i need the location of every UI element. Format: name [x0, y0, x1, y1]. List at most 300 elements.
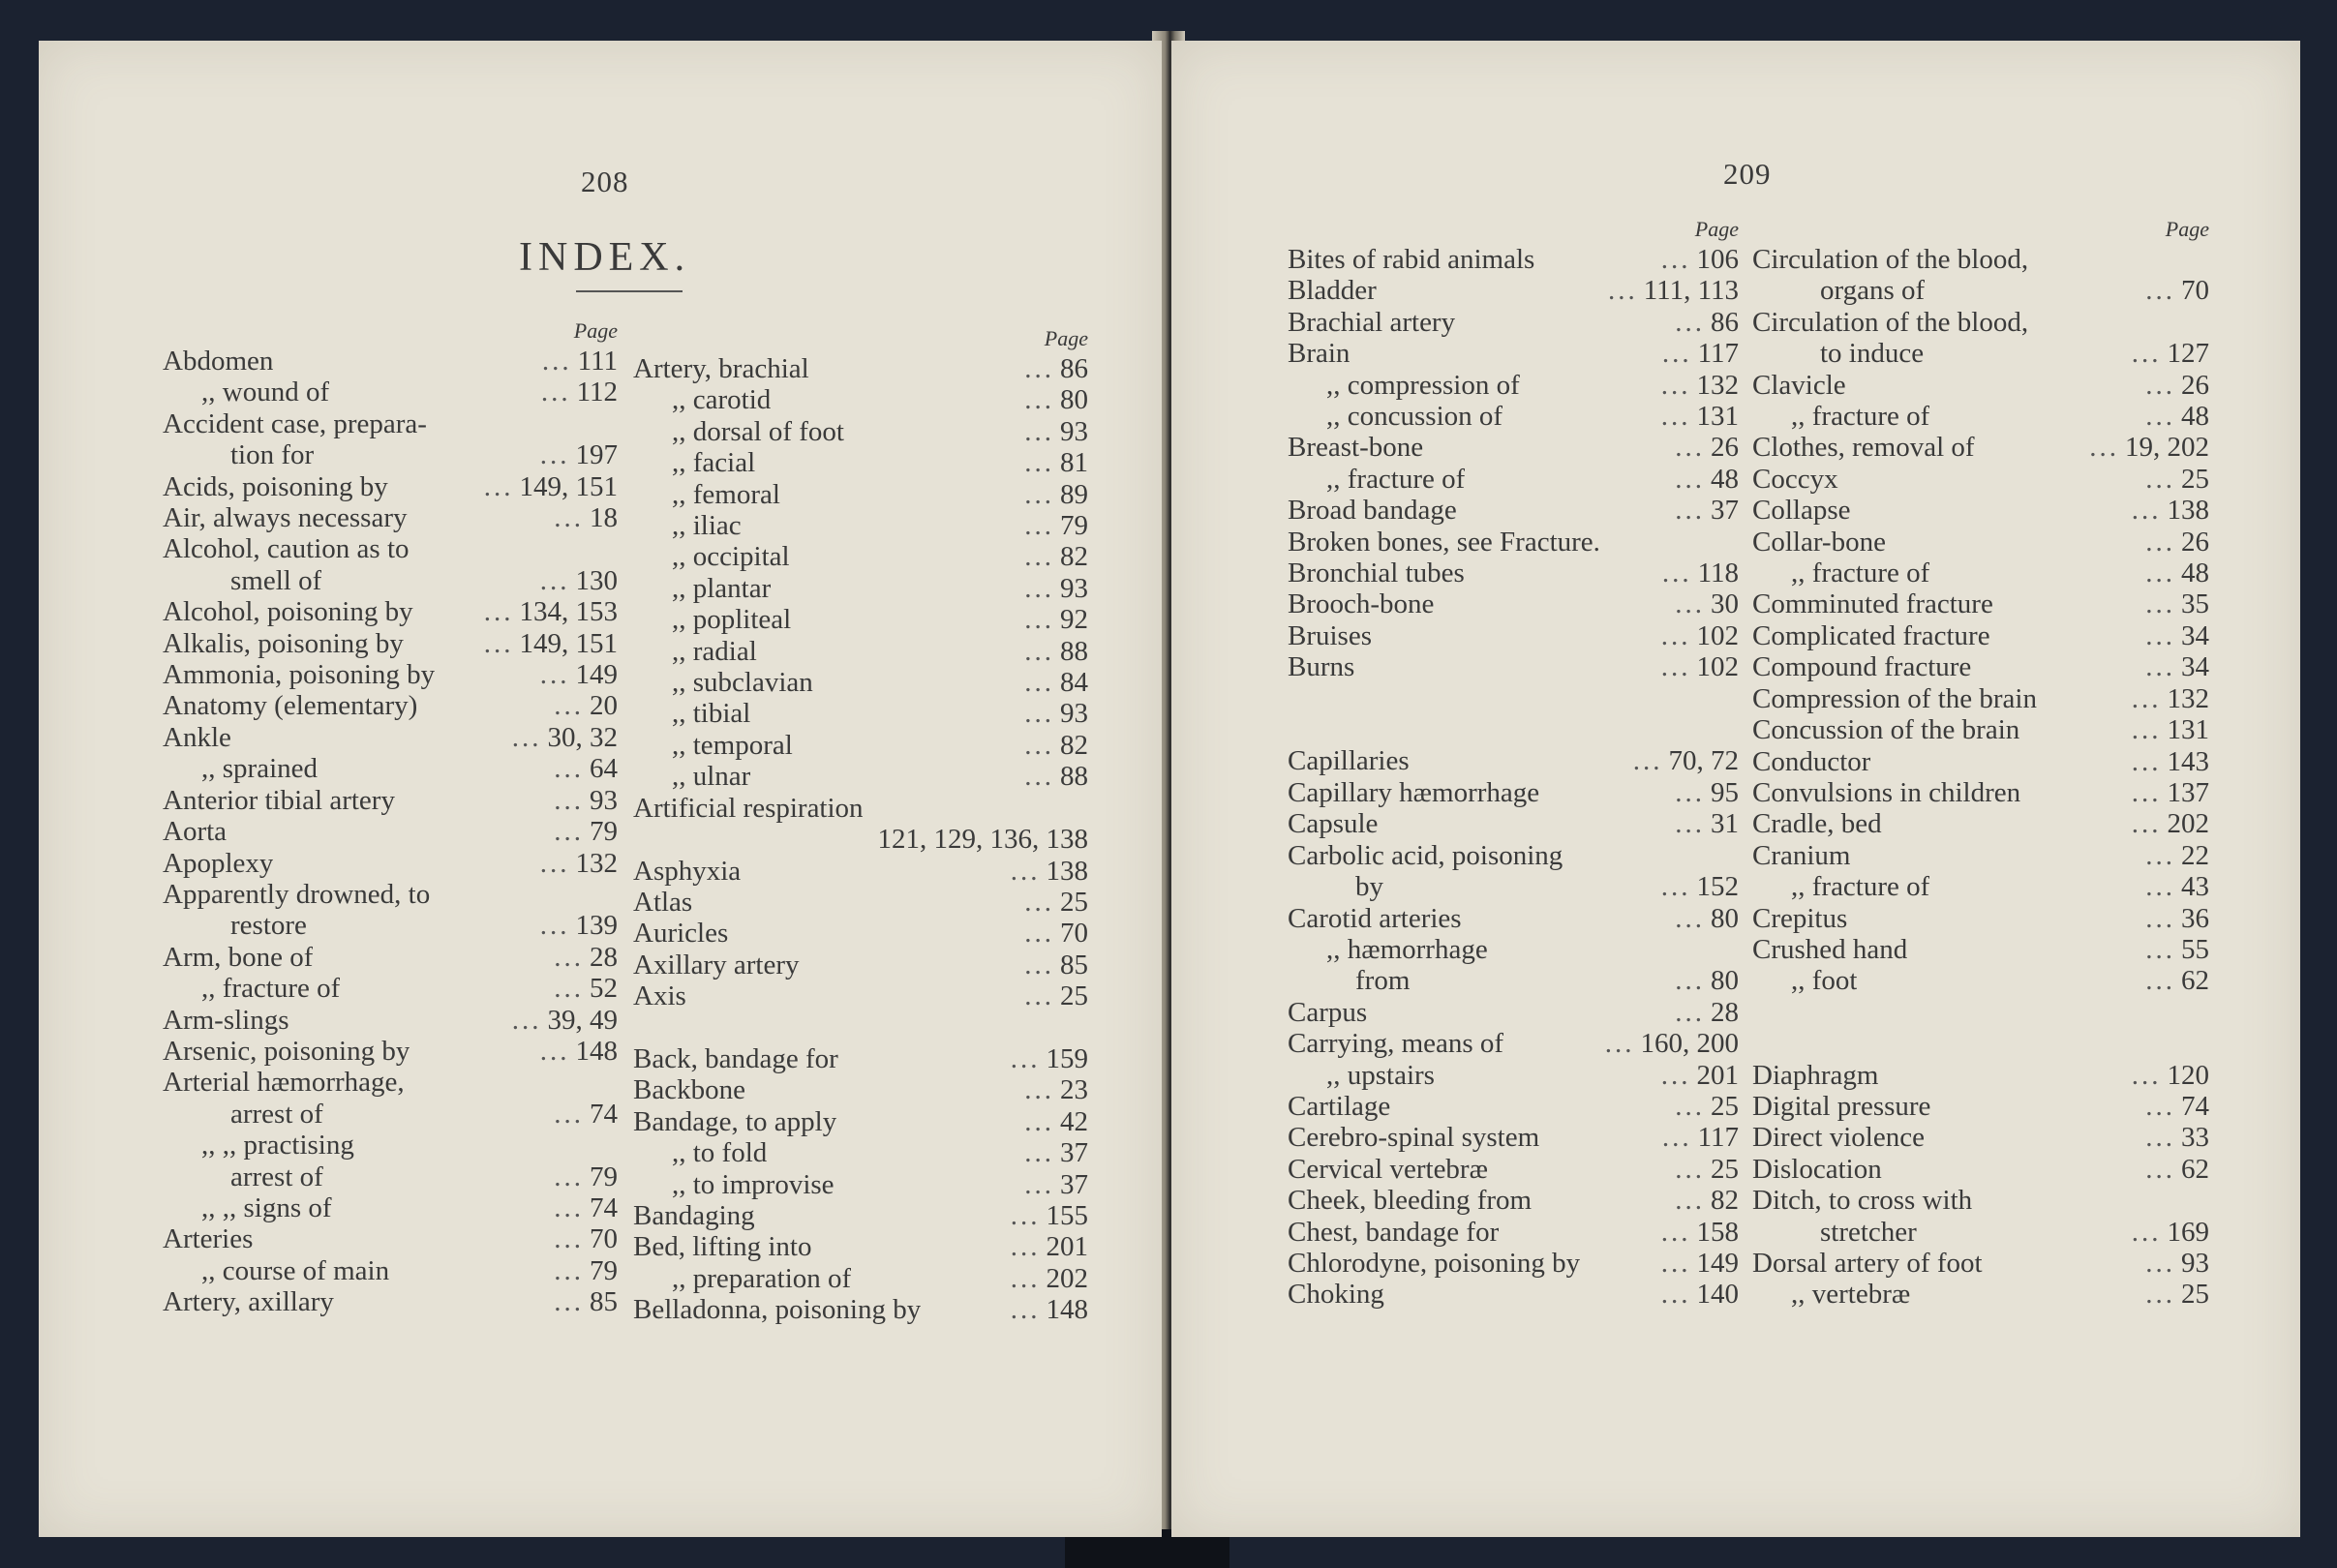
leader-dots: ... — [2145, 902, 2175, 934]
leader-dots: ... — [1660, 1247, 1691, 1279]
index-entry — [633, 1200, 1088, 1231]
leader-dots: ... — [1010, 1262, 1041, 1294]
leader-dots: ... — [1660, 651, 1691, 683]
index-entry — [163, 816, 618, 847]
leader-dots: ... — [1024, 604, 1054, 636]
entry-page-ref: 111 — [577, 346, 618, 377]
leader-dots: ... — [2145, 1122, 2175, 1154]
leader-dots: ... — [1675, 588, 1705, 620]
entry-term: to induce — [1820, 338, 1925, 370]
index-entry — [1752, 370, 2209, 401]
index-entry — [163, 659, 618, 690]
index-entry — [633, 793, 1088, 824]
entry-term: Bandage, to apply — [633, 1105, 837, 1137]
entry-page-ref: 25 — [1060, 980, 1088, 1012]
index-entry — [1752, 1091, 2209, 1122]
leader-dots: ... — [1024, 447, 1054, 479]
leader-dots: ... — [1675, 902, 1705, 934]
entry-term: ,, iliac — [672, 510, 742, 542]
entry-page-ref: 80 — [1711, 902, 1739, 934]
index-entry — [1288, 558, 1739, 588]
entry-term: Auricles — [633, 918, 729, 950]
leader-dots: ... — [1024, 635, 1054, 667]
leader-dots: ... — [1675, 306, 1705, 338]
index-entry — [1752, 401, 2209, 432]
leader-dots: ... — [2145, 588, 2175, 620]
leader-dots: ... — [2131, 714, 2162, 746]
index-entry — [633, 447, 1088, 478]
entry-term: Axillary artery — [633, 949, 800, 980]
entry-term: Dislocation — [1752, 1153, 1882, 1185]
index-entry — [163, 346, 618, 377]
entry-page-ref: 139 — [575, 910, 618, 942]
entry-page-ref: 62 — [2181, 1153, 2209, 1185]
entry-page-ref: 81 — [1060, 447, 1088, 479]
entry-page-ref: 134, 153 — [519, 596, 618, 628]
index-entry — [163, 1255, 618, 1286]
entry-page-ref: 102 — [1696, 651, 1739, 683]
index-entry — [1288, 871, 1739, 902]
entry-term: ,, ulnar — [672, 761, 751, 793]
leader-dots: ... — [2131, 808, 2162, 840]
leader-dots: ... — [541, 346, 572, 377]
leader-dots: ... — [1024, 1168, 1054, 1200]
entry-term: Cheek, bleeding from — [1288, 1185, 1533, 1217]
entry-page-ref: 143 — [2167, 745, 2209, 777]
entry-term: ,, popliteal — [672, 604, 792, 636]
entry-term: Arm, bone of — [163, 941, 314, 973]
entry-term: ,, to fold — [672, 1137, 768, 1169]
index-entry — [633, 604, 1088, 635]
entry-term: Cervical vertebræ — [1288, 1153, 1488, 1185]
leader-dots: ... — [511, 721, 542, 753]
index-entry — [1288, 307, 1739, 338]
leader-dots: ... — [554, 1254, 584, 1286]
index-entry — [163, 722, 618, 753]
leader-dots: ... — [554, 753, 584, 785]
index-entry — [1752, 1248, 2209, 1279]
entry-term: Brain — [1288, 338, 1351, 370]
leader-dots: ... — [2131, 745, 2162, 777]
entry-page-ref: 26 — [2181, 526, 2209, 558]
entry-page-ref: 117 — [1697, 338, 1739, 370]
entry-term: ,, compression of — [1326, 369, 1520, 401]
index-entry — [633, 1169, 1088, 1200]
index-entry — [1288, 651, 1739, 682]
entry-term: Chlorodyne, poisoning by — [1288, 1247, 1581, 1279]
entry-term: ,, tibial — [672, 698, 751, 730]
index-entry — [1752, 1154, 2209, 1185]
entry-page-ref: 35 — [2181, 588, 2209, 620]
leader-dots: ... — [539, 847, 570, 879]
index-entry — [163, 690, 618, 721]
leader-dots: ... — [1024, 729, 1054, 761]
leader-dots: ... — [2145, 1090, 2175, 1122]
entry-term: Convulsions in children — [1752, 776, 2021, 808]
index-entry — [1752, 338, 2209, 369]
index-entry — [1288, 997, 1739, 1028]
entry-term: Carrying, means of — [1288, 1028, 1504, 1060]
entry-page-ref: 84 — [1060, 667, 1088, 699]
leader-dots: ... — [554, 816, 584, 848]
entry-term: Bandaging — [633, 1199, 755, 1231]
entry-term: arrest of — [230, 1098, 323, 1130]
leader-dots: ... — [2145, 558, 2175, 589]
right-page — [1171, 41, 2300, 1537]
index-entry — [1288, 1028, 1739, 1059]
column-page-heading: Page — [1044, 326, 1088, 350]
index-entry — [1288, 401, 1739, 432]
entry-term: ,, fracture of — [1791, 401, 1930, 433]
leader-dots: ... — [2131, 1216, 2162, 1248]
entry-term: Artery, axillary — [163, 1286, 334, 1318]
entry-page-ref: 37 — [1060, 1168, 1088, 1200]
entry-term: ,, plantar — [672, 572, 772, 604]
entry-page-ref: 74 — [2181, 1090, 2209, 1122]
entry-term: Alcohol, caution as to — [163, 533, 410, 565]
entry-page-ref: 202 — [2167, 808, 2209, 840]
entry-term: Broken bones, see Fracture. — [1288, 526, 1600, 558]
entry-term: Bladder — [1288, 275, 1377, 307]
leader-dots: ... — [554, 1223, 584, 1255]
entry-page-ref: 48 — [2181, 558, 2209, 589]
page-number: 208 — [581, 165, 629, 198]
entry-term: Comminuted fracture — [1752, 588, 1993, 620]
entry-term: smell of — [230, 564, 322, 596]
entry-term: ,, fracture of — [1791, 871, 1930, 903]
index-entry — [1752, 934, 2209, 965]
entry-page-ref: 130 — [575, 564, 618, 596]
entry-page-ref: 117 — [1697, 1122, 1739, 1154]
index-entry — [1288, 965, 1739, 996]
leader-dots: ... — [554, 784, 584, 816]
book-spread — [39, 31, 2300, 1541]
entry-term: ,, ,, signs of — [201, 1191, 332, 1223]
index-entry — [1288, 1279, 1739, 1310]
leader-dots: ... — [2145, 933, 2175, 965]
index-entry — [1752, 1122, 2209, 1153]
leader-dots: ... — [2089, 432, 2119, 464]
leader-dots: ... — [1660, 369, 1691, 401]
entry-page-ref: 138 — [1046, 855, 1088, 887]
index-entry — [1752, 683, 2209, 714]
index-entry — [1288, 620, 1739, 651]
entry-page-ref: 132 — [1696, 369, 1739, 401]
entry-page-ref: 80 — [1711, 965, 1739, 997]
entry-term: Belladonna, poisoning by — [633, 1294, 922, 1326]
entry-page-ref: 149, 151 — [519, 627, 618, 659]
index-entry — [1752, 777, 2209, 808]
title-rule — [576, 290, 683, 292]
entry-term: ,, foot — [1791, 965, 1858, 997]
index-entry — [1752, 307, 2209, 338]
entry-page-ref: 93 — [1060, 698, 1088, 730]
entry-page-ref: 22 — [2181, 839, 2209, 871]
leader-dots: ... — [2131, 495, 2162, 527]
index-entry — [1288, 903, 1739, 934]
entry-term: ,, course of main — [201, 1254, 390, 1286]
entry-page-ref: 120 — [2167, 1059, 2209, 1091]
entry-page-ref: 74 — [590, 1191, 618, 1223]
entry-page-ref: 85 — [1060, 949, 1088, 980]
entry-term: Bruises — [1288, 619, 1372, 651]
leader-dots: ... — [1024, 886, 1054, 918]
entry-term: Aorta — [163, 816, 228, 848]
index-entry — [633, 1294, 1088, 1325]
entry-page-ref: 121, 129, 136, 138 — [877, 824, 1088, 856]
leader-dots: ... — [2145, 463, 2175, 495]
entry-term: Artificial respiration — [633, 792, 864, 824]
entry-term: Arsenic, poisoning by — [163, 1035, 410, 1067]
entry-term: Alcohol, poisoning by — [163, 596, 413, 628]
entry-term: Carbolic acid, poisoning — [1288, 839, 1563, 871]
leader-dots: ... — [2145, 526, 2175, 558]
entry-page-ref: 127 — [2167, 338, 2209, 370]
index-entry — [1288, 244, 1739, 275]
entry-term: Air, always necessary — [163, 502, 408, 534]
index-entry — [163, 753, 618, 784]
entry-page-ref: 79 — [590, 1254, 618, 1286]
index-entry — [1752, 746, 2209, 777]
leader-dots: ... — [1010, 1199, 1041, 1231]
index-entry — [163, 1036, 618, 1067]
index-entry — [1288, 495, 1739, 526]
index-entry — [633, 416, 1088, 447]
entry-page-ref: 43 — [2181, 871, 2209, 903]
index-entry — [1288, 1060, 1739, 1091]
entry-page-ref: 37 — [1711, 495, 1739, 527]
entry-page-ref: 88 — [1060, 635, 1088, 667]
entry-term: ,, temporal — [672, 729, 793, 761]
entry-term: Brachial artery — [1288, 306, 1456, 338]
index-entry — [163, 565, 618, 596]
index-entry — [1288, 777, 1739, 808]
leader-dots: ... — [554, 1098, 584, 1130]
leader-dots: ... — [1675, 1153, 1705, 1185]
entry-page-ref: 25 — [2181, 1279, 2209, 1311]
leader-dots: ... — [554, 941, 584, 973]
index-entry — [163, 1286, 618, 1317]
leader-dots: ... — [554, 1161, 584, 1192]
entry-term: Apoplexy — [163, 847, 274, 879]
entry-term: ,, subclavian — [672, 667, 813, 699]
index-entry — [1752, 714, 2209, 745]
entry-page-ref: 26 — [2181, 369, 2209, 401]
entry-page-ref: 82 — [1060, 729, 1088, 761]
index-column — [163, 317, 618, 1318]
leader-dots: ... — [1675, 495, 1705, 527]
entry-term: Arteries — [163, 1223, 254, 1255]
index-entry — [1752, 1279, 2209, 1310]
index-entry — [1288, 338, 1739, 369]
entry-page-ref: 64 — [590, 753, 618, 785]
entry-page-ref: 70 — [2181, 275, 2209, 307]
entry-term: Coccyx — [1752, 463, 1838, 495]
entry-page-ref: 138 — [2167, 495, 2209, 527]
leader-dots: ... — [483, 627, 514, 659]
entry-page-ref: 93 — [2181, 1247, 2209, 1279]
entry-term: Bites of rabid animals — [1288, 244, 1535, 275]
leader-dots: ... — [1660, 871, 1691, 903]
index-entry — [163, 973, 618, 1004]
entry-page-ref: 197 — [575, 439, 618, 471]
entry-term: ,, facial — [672, 447, 756, 479]
index-entry — [163, 1099, 618, 1130]
section-gap — [633, 1012, 1088, 1043]
index-entry — [1288, 464, 1739, 495]
entry-page-ref: 82 — [1060, 541, 1088, 573]
index-entry — [633, 950, 1088, 980]
index-entry — [1288, 1217, 1739, 1248]
entry-term: Dorsal artery of foot — [1752, 1247, 1983, 1279]
entry-term: Diaphragm — [1752, 1059, 1879, 1091]
index-entry — [163, 1130, 618, 1161]
index-entry — [1752, 808, 2209, 839]
index-entry — [163, 533, 618, 564]
entry-page-ref: 93 — [590, 784, 618, 816]
index-entry — [163, 471, 618, 502]
entry-term: ,, fracture of — [1791, 558, 1930, 589]
entry-term: Clothes, removal of — [1752, 432, 1975, 464]
entry-page-ref: 155 — [1046, 1199, 1088, 1231]
entry-page-ref: 169 — [2167, 1216, 2209, 1248]
entry-page-ref: 62 — [2181, 965, 2209, 997]
entry-term: Collar-bone — [1752, 526, 1886, 558]
leader-dots: ... — [1010, 1042, 1041, 1074]
entry-page-ref: 36 — [2181, 902, 2209, 934]
entry-term: ,, upstairs — [1326, 1059, 1435, 1091]
index-entry — [633, 1043, 1088, 1074]
entry-term: Digital pressure — [1752, 1090, 1931, 1122]
index-entry — [163, 942, 618, 973]
index-entry — [163, 848, 618, 879]
entry-term: Compression of the brain — [1752, 682, 2037, 714]
entry-page-ref: 137 — [2167, 776, 2209, 808]
entry-page-ref: 37 — [1060, 1137, 1088, 1169]
index-entry — [633, 887, 1088, 918]
entry-term: Alkalis, poisoning by — [163, 627, 404, 659]
leader-dots: ... — [1024, 667, 1054, 699]
leader-dots: ... — [2145, 1247, 2175, 1279]
entry-page-ref: 152 — [1696, 871, 1739, 903]
leader-dots: ... — [1024, 415, 1054, 447]
entry-term: ,, radial — [672, 635, 757, 667]
entry-term: Circulation of the blood, — [1752, 244, 2029, 275]
leader-dots: ... — [554, 973, 584, 1005]
entry-page-ref: 93 — [1060, 572, 1088, 604]
column-page-heading: Page — [1694, 217, 1739, 241]
entry-term: Ankle — [163, 721, 231, 753]
entry-term: restore — [230, 910, 307, 942]
leader-dots: ... — [2145, 369, 2175, 401]
entry-term: Artery, brachial — [633, 353, 809, 384]
entry-term: arrest of — [230, 1161, 323, 1192]
entry-term: Concussion of the brain — [1752, 714, 2020, 746]
leader-dots: ... — [1010, 1231, 1041, 1263]
index-entry — [1752, 432, 2209, 463]
entry-term: Brooch-bone — [1288, 588, 1435, 620]
entry-page-ref: 95 — [1711, 776, 1739, 808]
entry-term: Ammonia, poisoning by — [163, 659, 436, 691]
entry-page-ref: 131 — [2167, 714, 2209, 746]
leader-dots: ... — [539, 910, 570, 942]
index-entry — [1288, 1248, 1739, 1279]
index-entry — [1288, 1122, 1739, 1153]
leader-dots: ... — [1024, 949, 1054, 980]
leader-dots: ... — [1010, 1294, 1041, 1326]
leader-dots: ... — [2145, 839, 2175, 871]
entry-term: Clavicle — [1752, 369, 1846, 401]
entry-page-ref: 131 — [1696, 401, 1739, 433]
index-entry — [633, 730, 1088, 761]
section-gap — [1752, 997, 2209, 1060]
entry-term: by — [1355, 871, 1383, 903]
leader-dots: ... — [1675, 463, 1705, 495]
leader-dots: ... — [1024, 1074, 1054, 1106]
entry-page-ref: 149, 151 — [519, 470, 618, 502]
entry-term: ,, fracture of — [201, 973, 341, 1005]
index-entry — [633, 1137, 1088, 1168]
index-entry — [163, 910, 618, 941]
leader-dots: ... — [1661, 1122, 1692, 1154]
index-entry — [1752, 871, 2209, 902]
index-entry — [1288, 840, 1739, 871]
entry-term: from — [1355, 965, 1411, 997]
leader-dots: ... — [2145, 275, 2175, 307]
entry-term: Cranium — [1752, 839, 1851, 871]
leader-dots: ... — [511, 1004, 542, 1036]
entry-page-ref: 111, 113 — [1643, 275, 1739, 307]
leader-dots: ... — [1675, 996, 1705, 1028]
entry-term: Crepitus — [1752, 902, 1848, 934]
index-column — [1288, 215, 1739, 1311]
entry-term: Bronchial tubes — [1288, 558, 1465, 589]
index-entry — [1752, 903, 2209, 934]
leader-dots: ... — [1660, 401, 1691, 433]
entry-page-ref: 20 — [590, 690, 618, 722]
entry-page-ref: 79 — [590, 1161, 618, 1192]
index-entry — [633, 541, 1088, 572]
leader-dots: ... — [1675, 808, 1705, 840]
leader-dots: ... — [1024, 510, 1054, 542]
index-entry — [633, 698, 1088, 729]
index-entry — [1752, 620, 2209, 651]
entry-page-ref: 28 — [590, 941, 618, 973]
entry-page-ref: 39, 49 — [547, 1004, 618, 1036]
index-entry — [633, 384, 1088, 415]
leader-dots: ... — [1604, 1028, 1635, 1060]
index-entry — [163, 785, 618, 816]
leader-dots: ... — [1660, 619, 1691, 651]
index-entry — [633, 1074, 1088, 1105]
page-number: 209 — [1723, 157, 1772, 191]
entry-term: Choking — [1288, 1279, 1384, 1311]
leader-dots: ... — [1024, 1137, 1054, 1169]
leader-dots: ... — [1024, 761, 1054, 793]
entry-page-ref: 23 — [1060, 1074, 1088, 1106]
leader-dots: ... — [1024, 1105, 1054, 1137]
entry-term: Acids, poisoning by — [163, 470, 388, 502]
left-page — [39, 41, 1162, 1537]
entry-page-ref: 70 — [590, 1223, 618, 1255]
entry-term: Accident case, prepara- — [163, 407, 427, 439]
index-entry — [633, 761, 1088, 792]
leader-dots: ... — [554, 1286, 584, 1318]
leader-dots: ... — [539, 1035, 570, 1067]
entry-page-ref: 34 — [2181, 619, 2209, 651]
entry-term: Collapse — [1752, 495, 1851, 527]
leader-dots: ... — [2131, 682, 2162, 714]
